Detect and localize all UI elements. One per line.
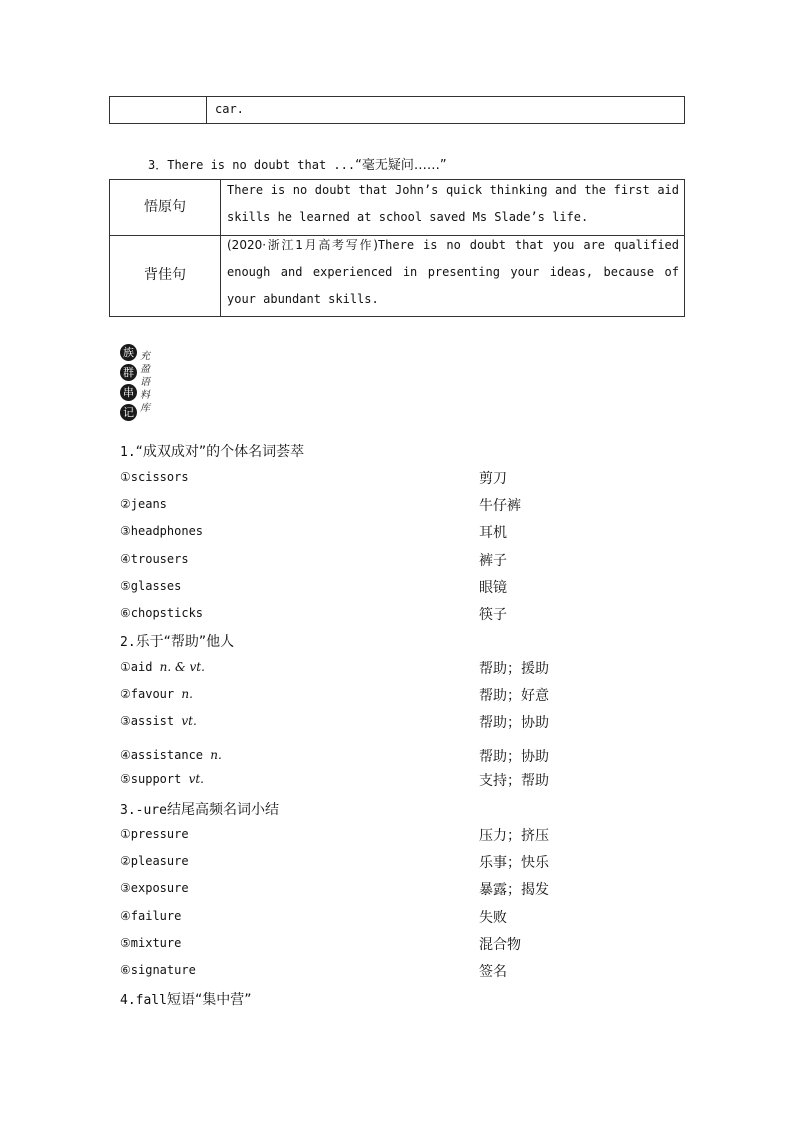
badge-side-char: 库 — [140, 403, 150, 414]
list-item-meaning: 帮助；好意 — [479, 688, 549, 704]
empty-label-cell — [110, 97, 207, 123]
badge-side-char: 语 — [140, 377, 150, 388]
list-item: ③headphones — [120, 524, 204, 538]
badge-side-char: 充 — [140, 351, 150, 362]
list-item-meaning: 帮助；协助 — [479, 749, 549, 765]
list-item: ①aid n. & vt. — [120, 660, 205, 674]
original-sentence-label: 悟原句 — [144, 199, 186, 215]
list-item: ④trousers — [120, 552, 189, 566]
example-sentence-table — [109, 179, 685, 317]
badge-side-char: 料 — [140, 390, 150, 401]
list-item: ③exposure — [120, 881, 189, 895]
list-item-meaning: 裤子 — [479, 553, 507, 569]
list-item: ⑥signature — [120, 963, 196, 977]
section-3-phrase: There is no doubt that ... — [167, 158, 356, 172]
original-sentence-text: There is no doubt that John’s quick thinking and the first aid skills he learned at school saved Ms Slade’s life. — [227, 183, 679, 224]
list-item-meaning: 支持；帮助 — [479, 773, 549, 789]
list-item-meaning: 牛仔裤 — [479, 498, 521, 514]
list-item: ①scissors — [120, 470, 189, 484]
badge-char-3: 串 — [120, 384, 137, 401]
list-item-meaning: 签名 — [479, 964, 507, 980]
group-1-heading: 1.“成双成对”的个体名词荟萃 — [120, 444, 305, 460]
group-2-heading: 2.乐于“帮助”他人 — [120, 634, 235, 650]
list-item-meaning: 失败 — [479, 910, 507, 926]
list-item: ⑤glasses — [120, 579, 182, 593]
list-item-meaning: 眼镜 — [479, 580, 507, 596]
badge-char-1: 族 — [120, 344, 137, 361]
section-badge — [120, 344, 160, 430]
list-item-meaning: 筷子 — [479, 607, 507, 623]
list-item-meaning: 乐事；快乐 — [479, 855, 549, 871]
list-item-meaning: 耳机 — [479, 525, 507, 541]
list-item: ②jeans — [120, 497, 167, 511]
previous-table-fragment — [109, 96, 685, 124]
list-item-meaning: 剪刀 — [479, 471, 507, 487]
badge-side-char: 盈 — [140, 364, 150, 375]
list-item: ④failure — [120, 909, 182, 923]
list-item: ④assistance n. — [120, 748, 222, 762]
fragment-text: car. — [215, 102, 244, 116]
list-item: ①pressure — [120, 827, 189, 841]
table-divider-vertical — [220, 180, 221, 316]
good-sentence-cell — [227, 232, 679, 313]
list-item: ⑥chopsticks — [120, 606, 204, 620]
badge-char-4: 记 — [120, 404, 137, 421]
section-3-number: 3． — [148, 158, 168, 172]
list-item-meaning: 帮助；援助 — [479, 661, 549, 677]
list-item-meaning: 混合物 — [479, 937, 521, 953]
good-sentence-text: There is no doubt that you are qualified enough and experienced in presenting your ideas, because of your abundant skills. — [227, 238, 680, 306]
section-3-meaning: “毫无疑问……” — [355, 158, 447, 173]
badge-side-text — [140, 350, 152, 415]
list-item-meaning: 暴露；揭发 — [479, 882, 549, 898]
list-item: ⑤mixture — [120, 936, 182, 950]
group-3-heading: 3.-ure结尾高频名词小结 — [120, 802, 279, 818]
good-sentence-source: (2020·浙江1月高考写作) — [227, 238, 378, 252]
good-sentence-label: 背佳句 — [144, 267, 186, 283]
badge-char-2: 群 — [120, 364, 137, 381]
list-item: ③assist vt. — [120, 714, 197, 728]
list-item-meaning: 帮助；协助 — [479, 715, 549, 731]
list-item-meaning: 压力；挤压 — [479, 828, 549, 844]
section-3-heading — [148, 154, 447, 173]
group-4-heading: 4.fall短语“集中营” — [120, 992, 252, 1008]
list-item: ②pleasure — [120, 854, 189, 868]
list-item: ②favour n. — [120, 687, 193, 701]
list-item: ⑤support vt. — [120, 772, 204, 786]
